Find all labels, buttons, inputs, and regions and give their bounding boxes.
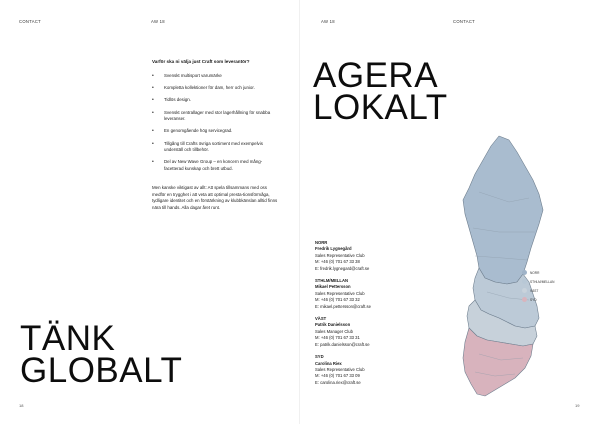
legend-swatch — [522, 270, 527, 275]
running-header-season: AW 18 — [321, 19, 335, 24]
contact-stockholm-middle — [315, 278, 425, 310]
legend-label: SYD — [530, 297, 537, 302]
contact-email: E: patrik.danielsson@craft.se — [315, 341, 370, 347]
legend-label: NORR — [530, 270, 540, 275]
contact-role: Sales Representative Club — [315, 290, 365, 296]
contact-email: E: carolina.riex@craft.se — [315, 379, 361, 385]
benefit-item: • Tidlös design. — [152, 97, 280, 104]
page-number-right: 19 — [575, 403, 580, 408]
contact-region: SYD — [315, 354, 324, 360]
legend-swatch — [522, 297, 527, 302]
benefit-item: • Del av New Wave Group – en koncern med mång-facetterad kunskap och brett utbud. — [152, 159, 280, 172]
sweden-sales-regions-map — [439, 132, 551, 404]
contact-region: STHLM/MELLAN — [315, 278, 349, 284]
legend-swatch — [522, 279, 527, 284]
benefits-list — [152, 73, 280, 178]
legend-swatch — [522, 288, 527, 293]
headline-line: LOKALT — [313, 88, 448, 127]
legend-item-north — [522, 270, 566, 275]
contact-mobile: M: +46 (0) 701 67 33 09 — [315, 373, 360, 379]
running-header-section: CONTACT — [19, 19, 42, 24]
contact-name: Fredrik Lygnegård — [315, 246, 352, 252]
contact-role: Sales Representative Club — [315, 252, 365, 258]
running-header-season: AW 18 — [151, 19, 165, 24]
contact-role: Sales Representative Club — [315, 366, 365, 372]
headline-line: GLOBALT — [20, 351, 183, 390]
regional-contacts — [315, 240, 425, 392]
legend-label: STHLM/MELLAN — [530, 279, 555, 284]
running-header-section: CONTACT — [453, 19, 476, 24]
benefit-item: • Svenskt centrallager med stor lagerhållning för snabba leveranser. — [152, 110, 280, 123]
contact-email: E: fredrik.lygnegard@craft.se — [315, 265, 370, 271]
contact-name: Patrik Danielsson — [315, 322, 351, 328]
headline-act-local — [313, 56, 448, 127]
legend-item-west — [522, 288, 566, 293]
contact-name: Mikael Pettersson — [315, 284, 351, 290]
benefit-item: • Kompletta kollektioner för dam, herr och junior. — [152, 85, 280, 92]
benefit-item: • Svenskt multisport varumärke — [152, 73, 280, 80]
contact-mobile: M: +46 (0) 701 67 33 31 — [315, 335, 360, 341]
headline-line: TÄNK — [20, 319, 116, 358]
contact-role: Sales Manager Club — [315, 328, 353, 334]
benefit-item: • Tillgång till Crafts övriga sortiment med exempelvis underställ och tillbehör. — [152, 141, 280, 154]
contact-mobile: M: +46 (0) 701 67 33 38 — [315, 259, 360, 265]
right-page — [300, 0, 600, 424]
legend-label: VÄST — [530, 288, 539, 293]
intro-question: Varför ska ni välja just Craft som leverantör? — [152, 59, 250, 64]
contact-south — [315, 354, 425, 386]
legend-item-south — [522, 297, 566, 302]
contact-email: E: mikael.pettersson@craft.se — [315, 303, 371, 309]
page-number-left: 18 — [19, 403, 24, 408]
contact-region: VÄST — [315, 316, 327, 322]
legend-item-stockholm-middle — [522, 279, 566, 284]
contact-region: NORR — [315, 240, 328, 245]
benefit-item: • En genomgående hög servicegrad. — [152, 128, 280, 135]
contact-mobile: M: +46 (0) 701 67 33 32 — [315, 297, 360, 303]
headline-line: AGERA — [313, 56, 439, 95]
map-legend — [522, 270, 566, 306]
map-region-north — [463, 136, 543, 284]
headline-think-global — [20, 319, 183, 390]
closing-paragraph: Men kanske viktigast av allt: Att spela tillsammans med oss medför en trygghet i att veta att optimal presta-tionsförmåga, tydligare identitet och en förstärkning av klubbkänslan alltid finns nära till hands. Alla dagar året runt. — [152, 185, 278, 210]
contact-name: Carolina Riex — [315, 360, 342, 366]
contact-north — [315, 240, 425, 272]
contact-west — [315, 316, 425, 348]
